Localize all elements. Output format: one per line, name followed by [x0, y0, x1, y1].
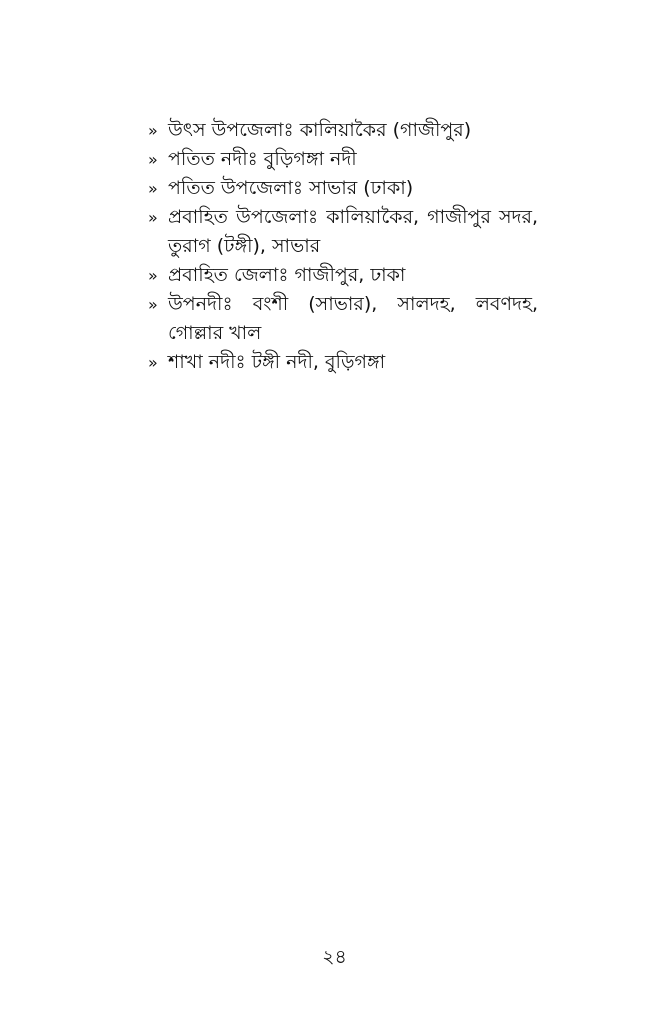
list-item	[148, 116, 538, 145]
list-item	[148, 203, 538, 261]
fact-flowing-upazilas: প্রবাহিত উপজেলাঃ কালিয়াকৈর, গাজীপুর সদর, তুরাগ (টঙ্গী), সাভার	[168, 206, 538, 257]
fact-outfall-upazila: পতিত উপজেলাঃ সাভার (ঢাকা)	[168, 177, 414, 199]
bullet-icon: »	[148, 121, 158, 140]
bullet-icon: »	[148, 179, 158, 198]
bullet-icon: »	[148, 295, 158, 314]
list-item	[148, 174, 538, 203]
fact-source-upazila: উৎস উপজেলাঃ কালিয়াকৈর (গাজীপুর)	[168, 119, 472, 141]
bullet-icon: »	[148, 266, 158, 285]
fact-outfall-river: পতিত নদীঃ বুড়িগঙ্গা নদী	[168, 148, 357, 170]
list-item	[148, 145, 538, 174]
bullet-icon: »	[148, 208, 158, 227]
river-facts-list	[148, 116, 538, 377]
list-item	[148, 261, 538, 290]
list-item	[148, 348, 538, 377]
page-number: ২৪	[322, 946, 347, 968]
fact-distributaries: শাখা নদীঃ টঙ্গী নদী, বুড়িগঙ্গা	[168, 351, 386, 373]
bullet-icon: »	[148, 150, 158, 169]
bullet-icon: »	[148, 353, 158, 372]
list-item	[148, 290, 538, 348]
fact-tributaries: উপনদীঃ বংশী (সাভার), সালদহ, লবণদহ, গোল্লার খাল	[168, 293, 538, 344]
fact-flowing-districts: প্রবাহিত জেলাঃ গাজীপুর, ঢাকা	[168, 264, 406, 286]
